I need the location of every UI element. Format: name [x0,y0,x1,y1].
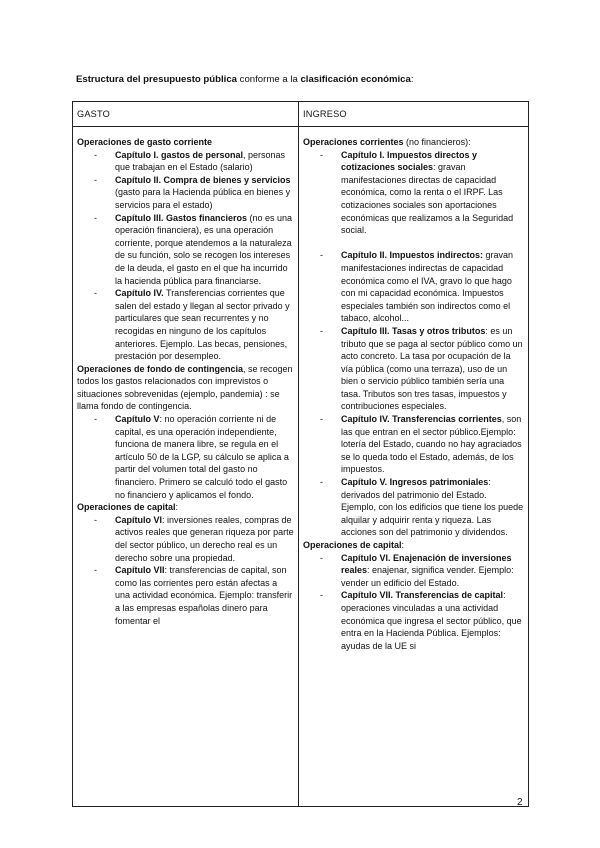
ingreso-capital-title: Operaciones de capital: [303,540,405,550]
page-number: 2 [517,797,523,808]
heading-bold-part: Estructura del presupuesto pública [76,74,237,85]
header-ingreso: INGRESO [299,102,529,127]
list-item: - Capítulo I. gastos de personal, personas que trabajan en el Estado (salario) [115,149,294,174]
ingreso-corriente-title: Operaciones corrientes (no financieros): [303,137,471,147]
ingreso-capital-list [303,552,524,653]
gasto-fondo-paragraph: Operaciones de fondo de contingencia, se recogen todos los gastos relacionados con imprevistos o situaciones sobrevenidas (ejemplo, pandemia) : se llama fondo de contingencia. [77,363,293,412]
table-header-row [73,102,529,127]
gasto-capital-title: Operaciones de capital: [77,502,179,513]
ingreso-corriente-list-b [303,249,524,539]
blank-line [303,237,524,250]
list-item: - Capítulo IV. Transferencias corrientes, son las que entran en el sector público.Ejemplo: lotería del Estado, cuando no hay agraciados se lo queda todo el Estado, además, de los impuestos. [341,413,524,476]
list-item: - Capítulo V. Ingresos patrimoniales: derivados del patrimonio del Estado. Ejemplo, con los edificios que tiene los puede alquilar y adquirir renta y riqueza. Las acciones son del patrimonio y dividendos. [341,476,524,539]
header-gasto: GASTO [73,102,299,127]
list-item: - Capítulo V: no operación corriente ni de capital, es una operación independiente, funciona de manera libre, se regula en el artículo 50 de la LGP, su cálculo se aplica a partir del volumen total del gasto no financiero. Primero se calculó todo el gasto no financiero y aplicamos el fondo. [115,413,294,501]
heading-mid-part: conforme a la [237,74,301,85]
ingreso-cell [299,127,529,807]
gasto-capital-list [77,514,294,627]
gasto-fondo-list [77,413,294,501]
list-item: - Capítulo VII: transferencias de capital, son como las corrientes pero están afectas a una actividad económica. Ejemplo: transferir a las empresas españolas dinero para fomentar el [115,564,294,627]
list-item: - Capítulo VII. Transferencias de capital: operaciones vinculadas a una actividad económica que ingresa el sector público, que entra en la Hacienda Pública. Ejemplos: ayudas de la UE si [341,589,524,652]
ingreso-corriente-list-a [303,149,524,237]
document-heading [76,74,536,86]
list-item: - Capítulo IV. Transferencias corrientes que salen del estado y llegan al sector privado y particulares que sean recurrentes y no recogidas en ninguno de los capítulos anteriores. Ejemplo. Las becas, pensiones, prestación por desempleo. [115,287,294,363]
heading-colon: : [410,74,414,85]
list-item: - Capítulo VI. Enajenación de inversiones reales: enajenar, significa vender. Ejemplo: vender un edificio del Estado. [341,552,524,590]
list-item: - Capítulo II. Compra de bienes y servicios (gasto para la Hacienda pública en bienes y servicios para el estado) [115,174,294,212]
list-item: - Capítulo II. Impuestos indirectos: gravan manifestaciones indirectas de capacidad económica como el IVA, gravo lo que hago con mi capacidad económica. Impuestos especiales también son indirectos como el tabaco, alcohol... [341,249,524,325]
gasto-corriente-list [77,149,294,363]
list-item: - Capítulo I. Impuestos directos y cotizaciones sociales: gravan manifestaciones directas de capacidad económica, como la renta o el IRPF. Las cotizaciones sociales son aportaciones económicas que realizamos a la Seguridad social. [341,149,524,237]
gasto-corriente-title: Operaciones de gasto corriente [77,137,213,147]
gasto-cell [73,127,299,807]
heading-bold-end: clasificación económica [300,74,411,85]
list-item: - Capítulo III. Gastos financieros (no es una operación financiera), es una operación corriente, porque atendemos a la naturaleza de su función, solo se recogen los intereses de la deuda, el gasto en el que ha incurrido la hacienda pública para financiarse. [115,212,294,288]
list-item: - Capítulo III. Tasas y otros tributos: es un tributo que se paga al sector público como un acto concreto. La tasa por ocupación de la vía pública (como una terraza), uso de un bien o servicio público también sería una tasa. Tributos son tres tasas, impuestos y contribuciones especiales. [341,325,524,413]
budget-structure-table [72,101,529,807]
list-item: - Capítulo VI: inversiones reales, compras de activos reales que generan riqueza por parte del sector público, un derecho real es un derecho sobre una propiedad. [115,514,294,564]
table-body-row [73,127,529,807]
